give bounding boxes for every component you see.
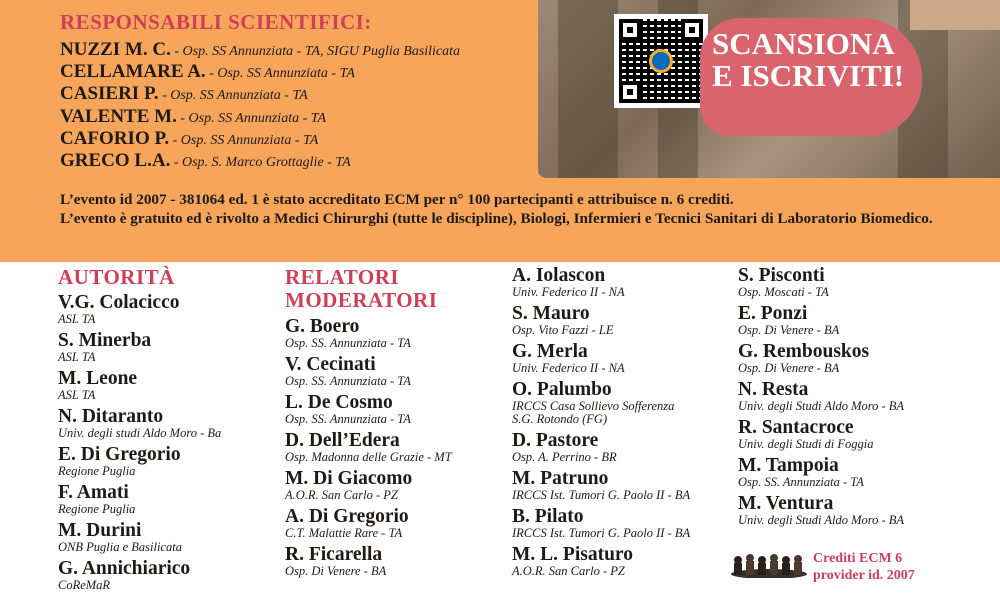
list-item [512,304,690,337]
person-name: GRECO L.A. [60,149,171,171]
list-item [512,342,690,375]
person-name: G. Boero [285,316,360,337]
person-name: M. Ventura [738,493,834,514]
person-name: R. Santacroce [738,417,854,438]
person-affiliation: - Osp. S. Marco Grottaglie - TA [170,154,351,170]
list-item [58,521,221,554]
person-name: G. Rembouskos [738,341,870,362]
list-item [512,431,690,464]
person-name: L. De Cosmo [285,392,393,413]
relatori-column [285,266,452,578]
list-item [58,293,221,326]
person-affiliation: Osp. Di Venere - BA [738,361,840,375]
list-item [285,507,452,540]
list-item [60,150,540,172]
list-item [738,494,904,527]
person-name: S. Minerba [58,330,152,351]
person-affiliation: - Osp. SS Annunziata - TA [169,132,319,148]
person-name: E. Di Gregorio [58,444,181,465]
list-item [285,355,452,388]
speakers-column-4 [738,266,904,527]
person-name: CELLAMARE A. [60,61,206,83]
person-affiliation: ASL TA [58,350,96,364]
responsabili-title: RESPONSABILI SCIENTIFICI: [60,10,372,34]
person-affiliation: - Osp. SS Annunziata - TA [205,66,355,82]
list-item [60,83,540,105]
list-item [512,545,690,578]
list-item [738,304,904,337]
moderatori-title: MODERATORI [285,288,438,312]
person-name: V.G. Colacicco [58,292,180,313]
list-item [738,266,904,299]
person-affiliation: Regione Puglia [58,464,136,478]
person-affiliation: IRCCS Ist. Tumori G. Paolo II - BA [512,488,691,502]
person-name: B. Pilato [512,506,584,527]
person-affiliation: IRCCS Casa Sollievo Sofferenza [512,399,675,413]
person-affiliation: Osp. A. Perrino - BR [512,450,617,464]
person-name: V. Cecinati [285,354,376,375]
list-item [58,483,221,516]
person-name: N. Ditaranto [58,406,164,427]
person-affiliation: CoReMaR [58,578,111,592]
crediti-line: Crediti ECM 6 [813,551,903,566]
person-affiliation: Regione Puglia [58,502,136,516]
qr-logo-icon [649,49,673,73]
person-name: D. Pastore [512,430,599,451]
person-name: M. Patruno [512,468,609,489]
person-name: N. Resta [738,379,809,400]
person-affiliation: Osp. Moscati - TA [738,285,829,299]
speakers-column-3 [512,266,690,578]
person-name: NUZZI M. C. [60,39,171,60]
crediti-ecm-note [813,550,915,584]
list-item [512,507,690,540]
person-affiliation: Osp. SS. Annunziata - TA [738,475,864,489]
person-affiliation: C.T. Malattie Rare - TA [285,526,403,540]
list-item [512,380,690,426]
list-item [60,128,540,150]
person-affiliation: Univ. degli Studi Aldo Moro - BA [738,513,905,527]
list-item [738,342,904,375]
person-name: S. Pisconti [738,265,825,286]
person-affiliation: - Osp. SS Annunziata - TA [176,110,327,126]
person-name: M. Leone [58,368,138,389]
person-affiliation-line2: S.G. Rotondo (FG) [512,412,608,426]
person-affiliation: Univ. Federico II - NA [512,285,625,299]
person-affiliation: Univ. Federico II - NA [512,361,625,375]
person-affiliation: IRCCS Ist. Tumori G. Paolo II - BA [512,526,691,540]
list-item [58,331,221,364]
person-affiliation: - Osp. SS Annunziata - TA [158,88,308,104]
person-affiliation: Osp. SS. Annunziata - TA [285,374,411,388]
list-item [58,407,221,440]
list-item [58,445,221,478]
person-affiliation: Osp. Di Venere - BA [285,564,387,578]
list-item [738,456,904,489]
person-affiliation: - Osp. SS Annunziata - TA, SIGU Puglia Basilicata [170,44,461,59]
autorita-title: AUTORITÀ [58,265,175,289]
person-name: D. Dell’Edera [285,430,400,451]
person-name: A. Iolascon [512,265,606,286]
list-item [60,61,540,83]
list-item [738,380,904,413]
autorita-column [58,266,221,592]
ecm-line-accreditation: L’evento id 2007 - 381064 ed. 1 è stato accreditato ECM per n° 100 partecipanti e attribuisce n. 6 crediti. [60,191,734,208]
ecm-info [60,191,960,228]
person-name: CASIERI P. [60,83,159,105]
ecm-line-audience: L’evento è gratuito ed è rivolto a Medici Chirurghi (tutte le discipline), Biologi, Infermieri e Tecnici Sanitari di Laboratorio Biomedico. [60,209,933,227]
person-affiliation: Osp. Vito Fazzi - LE [512,323,614,337]
list-item [58,369,221,402]
person-name: G. Merla [512,341,588,362]
person-affiliation: Univ. degli studi Aldo Moro - Ba [58,426,222,440]
list-item [60,106,540,128]
person-name: M. Durini [58,520,142,541]
people-silhouettes-icon [730,552,808,578]
person-name: M. Tampoia [738,455,839,476]
list-item [738,418,904,451]
person-name: A. Di Gregorio [285,506,409,527]
person-affiliation: A.O.R. San Carlo - PZ [285,488,398,502]
list-item [285,469,452,502]
person-name: E. Ponzi [738,303,808,324]
person-affiliation: ASL TA [58,388,96,402]
person-name: S. Mauro [512,303,590,324]
person-name: M. L. Pisaturo [512,544,633,565]
responsabili-list [60,39,540,172]
person-affiliation: A.O.R. San Carlo - PZ [512,564,625,578]
list-item [60,39,540,61]
person-affiliation: ONB Puglia e Basilicata [58,540,182,554]
list-item [512,266,690,299]
list-item [58,559,221,592]
person-affiliation: Univ. degli Studi Aldo Moro - BA [738,399,905,413]
list-item [285,393,452,426]
person-name: M. Di Giacomo [285,468,413,489]
list-item [285,431,452,464]
person-name: R. Ficarella [285,544,383,565]
qr-pattern [619,19,703,103]
person-affiliation: ASL TA [58,312,96,326]
person-name: CAFORIO P. [60,127,170,149]
list-item [285,317,452,350]
person-affiliation: Osp. Di Venere - BA [738,323,840,337]
person-name: VALENTE M. [60,105,177,127]
person-affiliation: Osp. SS. Annunziata - TA [285,412,411,426]
list-item [512,469,690,502]
person-name: G. Annichiarico [58,558,191,579]
person-affiliation: Univ. degli Studi di Foggia [738,437,874,451]
person-name: O. Palumbo [512,379,612,400]
provider-line: provider id. 2007 [813,568,915,583]
person-affiliation: Osp. Madonna delle Grazie - MT [285,450,452,464]
person-affiliation: Osp. SS. Annunziata - TA [285,336,411,350]
list-item [285,545,452,578]
relatori-title: RELATORI [285,265,400,289]
scan-register-callout: SCANSIONA E ISCRIVITI! [700,18,922,136]
person-name: F. Amati [58,482,129,503]
qr-code[interactable] [614,14,708,108]
